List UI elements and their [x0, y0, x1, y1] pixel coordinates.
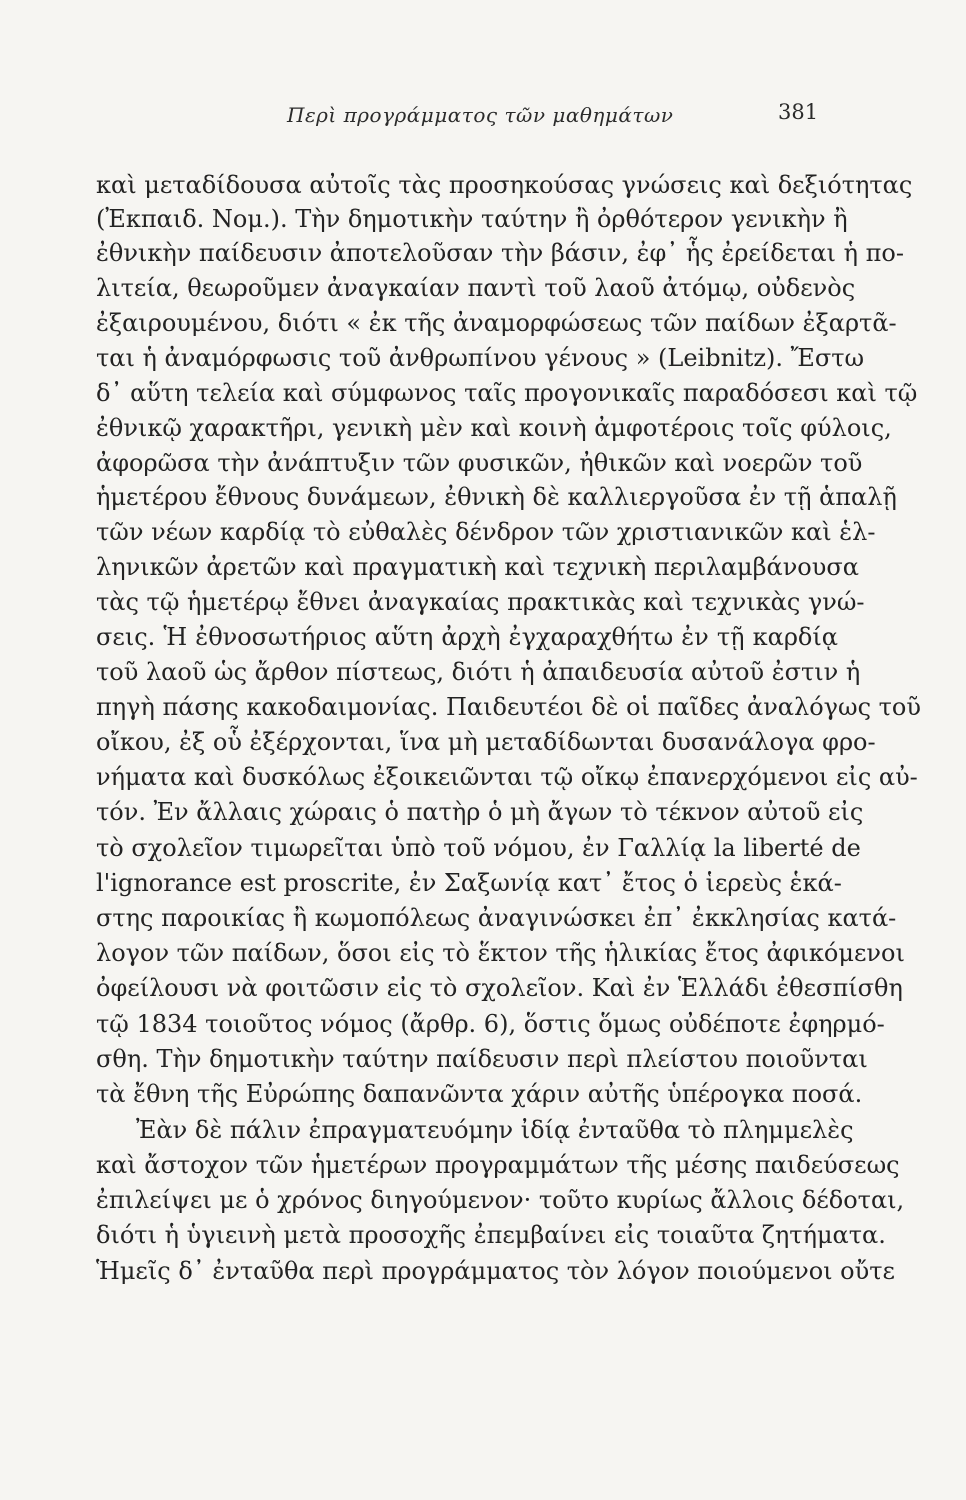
text-line: πηγὴ πάσης κακοδαιμονίας. Παιδευτέοι δὲ οἱ παῖδες ἀναλόγως τοῦ: [96, 693, 921, 721]
text-line: l'ignorance est proscrite, ἐν Σαξωνίᾳ κατ᾽ ἔτος ὁ ἱερεὺς ἑκά-: [96, 869, 842, 897]
text-line: καὶ ἄστοχον τῶν ἡμετέρων προγραμμάτων τῆς μέσης παιδεύσεως: [96, 1151, 900, 1179]
text-line: τὰς τῷ ἡμετέρῳ ἔθνει ἀναγκαίας πρακτικὰς καὶ τεχνικὰς γνώ-: [96, 588, 865, 616]
text-line: ληνικῶν ἀρετῶν καὶ πραγματικὴ καὶ τεχνικὴ περιλαμβάνουσα: [96, 553, 859, 581]
text-line: καὶ μεταδίδουσα αὐτοῖς τὰς προσηκούσας γνώσεις καὶ δεξιότητας: [96, 171, 913, 199]
text-line: σθη. Τὴν δημοτικὴν ταύτην παίδευσιν περὶ πλείστου ποιοῦνται: [96, 1045, 868, 1073]
text-line: τὰ ἔθνη τῆς Εὐρώπης δαπανῶντα χάριν αὐτῆς ὑπέρογκα ποσά.: [96, 1080, 863, 1108]
text-line: ἡμετέρου ἔθνους δυνάμεων, ἐθνικὴ δὲ καλλιεργοῦσα ἐν τῇ ἁπαλῇ: [96, 483, 897, 511]
text-line: σεις. Ἡ ἐθνοσωτήριος αὕτη ἀρχὴ ἐγχαραχθήτω ἐν τῇ καρδίᾳ: [96, 623, 838, 651]
running-title: Περὶ προγράμματος τῶν μαθημάτων: [287, 103, 674, 127]
text-line: οἴκου, ἐξ οὗ ἐξέρχονται, ἵνα μὴ μεταδίδωνται δυσανάλογα φρο-: [96, 728, 876, 756]
text-line: Ἡμεῖς δ᾽ ἐνταῦθα περὶ προγράμματος τὸν λόγον ποιούμενοι οὔτε: [96, 1257, 895, 1285]
text-line: ὀφείλουσι νὰ φοιτῶσιν εἰς τὸ σχολεῖον. Καὶ ἐν Ἑλλάδι ἐθεσπίσθη: [96, 974, 903, 1002]
text-line: λιτεία, θεωροῦμεν ἀναγκαίαν παντὶ τοῦ λαοῦ ἀτόμῳ, οὐδενὸς: [96, 274, 856, 302]
text-line: στης παροικίας ἢ κωμοπόλεως ἀναγινώσκει ἐπ᾽ ἐκκλησίας κατά-: [96, 904, 897, 932]
text-line: τῶν νέων καρδίᾳ τὸ εὐθαλὲς δένδρον τῶν χριστιανικῶν καὶ ἑλ-: [96, 518, 876, 546]
text-line: δ᾽ αὕτη τελεία καὶ σύμφωνος ταῖς προγονικαῖς παραδόσεσι καὶ τῷ: [96, 379, 918, 407]
text-line: ἐξαιρουμένου, διότι « ἐκ τῆς ἀναμορφώσεως τῶν παίδων ἐξαρτᾶ-: [96, 309, 897, 337]
text-line: νήματα καὶ δυσκόλως ἐξοικειῶνται τῷ οἴκῳ ἐπανερχόμενοι εἰς αὐ-: [96, 763, 918, 791]
text-line: τῷ 1834 τοιοῦτος νόμος (ἄρθρ. 6), ὅστις ὅμως οὐδέποτε ἐφηρμό-: [96, 1010, 885, 1038]
page-number: 381: [778, 100, 819, 124]
text-line: ται ἡ ἀναμόρφωσις τοῦ ἀνθρωπίνου γένους » (Leibnitz). Ἔστω: [96, 344, 865, 372]
text-line: ἐπιλείψει με ὁ χρόνος διηγούμενον· τοῦτο κυρίως ἄλλοις δέδοται,: [96, 1186, 905, 1214]
text-line: τοῦ λαοῦ ὡς ἄρθον πίστεως, διότι ἡ ἀπαιδευσία αὐτοῦ ἐστιν ἡ: [96, 658, 861, 686]
text-line: τόν. Ἐν ἄλλαις χώραις ὁ πατὴρ ὁ μὴ ἄγων τὸ τέκνον αὐτοῦ εἰς: [96, 798, 864, 826]
text-line: ἐθνικὴν παίδευσιν ἀποτελοῦσαν τὴν βάσιν, ἐφ᾽ ἧς ἐρείδεται ἡ πο-: [96, 239, 904, 267]
text-line: Ἐὰν δὲ πάλιν ἐπραγματευόμην ἰδίᾳ ἐνταῦθα τὸ πλημμελὲς: [136, 1116, 854, 1144]
text-line: λογον τῶν παίδων, ὅσοι εἰς τὸ ἕκτον τῆς ἡλικίας ἔτος ἀφικόμενοι: [96, 939, 905, 967]
text-line: διότι ἡ ὑγιεινὴ μετὰ προσοχῆς ἐπεμβαίνει εἰς τοιαῦτα ζητήματα.: [96, 1221, 886, 1249]
text-line: (Ἐκπαιδ. Νομ.). Τὴν δημοτικὴν ταύτην ἢ ὀρθότερον γενικὴν ἢ: [96, 205, 848, 233]
text-line: ἐθνικῷ χαρακτῆρι, γενικὴ μὲν καὶ κοινὴ ἀμφοτέροις τοῖς φύλοις,: [96, 414, 892, 442]
text-line: ἀφορῶσα τὴν ἀνάπτυξιν τῶν φυσικῶν, ἠθικῶν καὶ νοερῶν τοῦ: [96, 449, 863, 477]
text-line: τὸ σχολεῖον τιμωρεῖται ὑπὸ τοῦ νόμου, ἐν Γαλλίᾳ la liberté de: [96, 834, 861, 862]
